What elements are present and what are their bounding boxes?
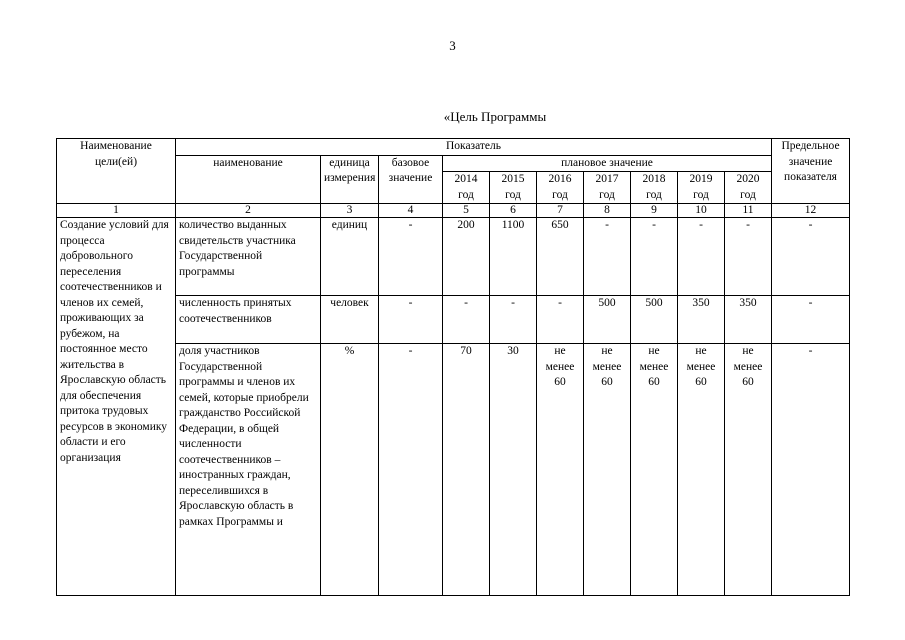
indicator-unit: единиц [321, 218, 379, 296]
header-year: 2015 год [490, 172, 537, 204]
header-year: 2018 год [631, 172, 678, 204]
page-number: 3 [449, 38, 456, 53]
limit-value: - [772, 218, 850, 296]
planned-value: - [631, 218, 678, 296]
planned-value: не менее 60 [631, 344, 678, 596]
planned-value: - [678, 218, 725, 296]
header-planned-value: плановое значение [443, 155, 772, 172]
planned-value: 500 [584, 296, 631, 344]
planned-value: не менее 60 [584, 344, 631, 596]
column-number: 7 [537, 204, 584, 218]
column-number: 1 [57, 204, 176, 218]
planned-value: 30 [490, 344, 537, 596]
planned-value: не менее 60 [725, 344, 772, 596]
planned-value: - [443, 296, 490, 344]
header-unit: единица измерения [321, 155, 379, 204]
header-year: 2017 год [584, 172, 631, 204]
indicator-name: численность принятых соотечественников [176, 296, 321, 344]
header-base-value: базовое значение [379, 155, 443, 204]
indicator-unit: % [321, 344, 379, 596]
planned-value: 350 [678, 296, 725, 344]
planned-value: - [725, 218, 772, 296]
column-number: 9 [631, 204, 678, 218]
column-number: 3 [321, 204, 379, 218]
planned-value: 1100 [490, 218, 537, 296]
column-number: 12 [772, 204, 850, 218]
planned-value: - [490, 296, 537, 344]
planned-value: 200 [443, 218, 490, 296]
planned-value: 500 [631, 296, 678, 344]
column-number: 5 [443, 204, 490, 218]
table-row [57, 296, 850, 344]
header-year: 2019 год [678, 172, 725, 204]
planned-value: 650 [537, 218, 584, 296]
column-number: 8 [584, 204, 631, 218]
program-goals-table [56, 138, 850, 596]
limit-value: - [772, 296, 850, 344]
table-row [57, 218, 850, 296]
column-number-row [57, 204, 850, 218]
column-number: 10 [678, 204, 725, 218]
indicator-base: - [379, 218, 443, 296]
indicator-unit: человек [321, 296, 379, 344]
header-year: 2016 год [537, 172, 584, 204]
header-limit-value: Предельное значение показателя [772, 139, 850, 204]
indicator-base: - [379, 296, 443, 344]
column-number: 2 [176, 204, 321, 218]
header-indicator: Показатель [176, 139, 772, 156]
indicator-name: количество выданных свидетельств участника Государственной программы [176, 218, 321, 296]
planned-value: не менее 60 [537, 344, 584, 596]
planned-value: не менее 60 [678, 344, 725, 596]
header-year: 2020 год [725, 172, 772, 204]
document-title: «Цель Программы [443, 109, 547, 124]
column-number: 11 [725, 204, 772, 218]
limit-value: - [772, 344, 850, 596]
indicator-name: доля участников Государственной программы и членов их семей, которые приобрели гражданство Российской Федерации, в общей численности соотечественников – иностранных граждан, переселившихся в Ярославскую область в рамках Программы и [176, 344, 321, 596]
planned-value: 70 [443, 344, 490, 596]
header-year: 2014 год [443, 172, 490, 204]
header-goal-name: Наименование цели(ей) [57, 139, 176, 204]
planned-value: - [584, 218, 631, 296]
planned-value: - [537, 296, 584, 344]
column-number: 6 [490, 204, 537, 218]
planned-value: 350 [725, 296, 772, 344]
goal-text: Создание условий для процесса добровольного переселения соотечественников и членов их семей, проживающих за рубежом, на постоянное место жительства в Ярославскую область для обеспечения притока трудовых ресурсов в экономику области и его организация [57, 218, 176, 596]
column-number: 4 [379, 204, 443, 218]
indicator-base: - [379, 344, 443, 596]
table-row [57, 344, 850, 596]
header-name: наименование [176, 155, 321, 204]
